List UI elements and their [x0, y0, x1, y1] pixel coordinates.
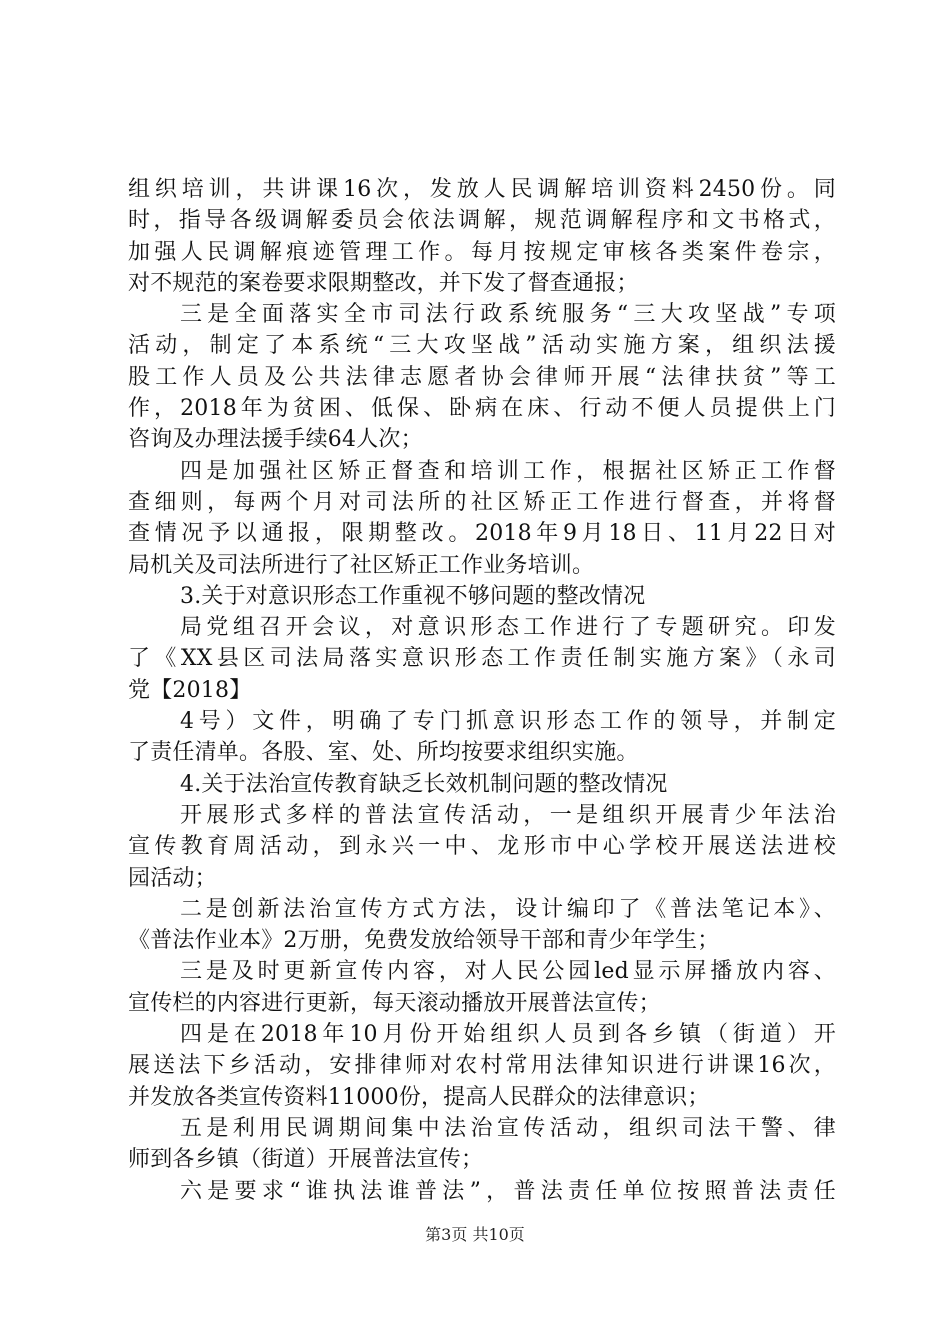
document-body — [128, 174, 836, 1207]
text-line: 宣传教育周活动，到永兴一中、龙形市中心学校开展送法进校 — [128, 834, 836, 860]
text-line: 开展形式多样的普法宣传活动，一是组织开展青少年法治 — [180, 802, 836, 828]
text-line: 活动，制定了本系统“三大攻坚战”活动实施方案，组织法援 — [128, 333, 836, 359]
text-line: 了《XX县区司法局落实意识形态工作责任制实施方案》（永司 — [128, 646, 836, 672]
text-line: 三是及时更新宣传内容，对人民公园led显示屏播放内容、 — [180, 959, 836, 985]
text-line: 五是利用民调期间集中法治宣传活动，组织司法干警、律 — [180, 1115, 836, 1141]
text-line: 二是创新法治宣传方式方法，设计编印了《普法笔记本》、 — [180, 896, 836, 922]
text-line: 咨询及办理法援手续64人次； — [128, 427, 423, 453]
text-line: 三是全面落实全市司法行政系统服务“三大攻坚战”专项 — [180, 302, 836, 328]
text-line: 组织培训，共讲课16次，发放人民调解培训资料2450份。同 — [128, 177, 836, 202]
text-line: 对不规范的案卷要求限期整改，并下发了督查通报； — [128, 270, 639, 296]
text-line: 4号）文件，明确了专门抓意识形态工作的领导，并制定 — [180, 709, 836, 735]
text-line: 《普法作业本》2万册，免费发放给领导干部和青少年学生； — [128, 928, 720, 954]
text-line: 宣传栏的内容进行更新，每天滚动播放开展普法宣传； — [128, 990, 661, 1016]
text-line: 作，2018年为贫困、低保、卧病在床、行动不便人员提供上门 — [128, 396, 836, 422]
text-line: 3.关于对意识形态工作重视不够问题的整改情况 — [180, 583, 646, 609]
text-line: 4.关于法治宣传教育缺乏长效机制问题的整改情况 — [180, 771, 668, 797]
text-line: 并发放各类宣传资料11000份，提高人民群众的法律意识； — [128, 1084, 710, 1110]
text-line: 加强人民调解痕迹管理工作。每月按规定审核各类案件卷宗， — [128, 239, 836, 265]
page-number-footer: 第3页 共10页 — [425, 1225, 525, 1244]
text-line: 园活动； — [128, 865, 217, 891]
text-line: 局机关及司法所进行了社区矫正工作业务培训。 — [128, 552, 595, 578]
text-line: 展送法下乡活动，安排律师对农村常用法律知识进行讲课16次， — [128, 1053, 836, 1079]
text-line: 时，指导各级调解委员会依法调解，规范调解程序和文书格式， — [128, 208, 836, 234]
text-line: 了责任清单。各股、室、处、所均按要求组织实施。 — [128, 740, 639, 766]
text-line: 四是加强社区矫正督查和培训工作，根据社区矫正工作督 — [180, 458, 836, 484]
text-line: 师到各乡镇（街道）开展普法宣传； — [128, 1147, 484, 1173]
text-line: 股工作人员及公共法律志愿者协会律师开展“法律扶贫”等工 — [128, 364, 836, 390]
text-line: 局党组召开会议，对意识形态工作进行了专题研究。印发 — [180, 615, 836, 641]
text-line: 查情况予以通报，限期整改。2018年9月18日、11月22日对 — [128, 521, 836, 547]
text-line: 六是要求“谁执法谁普法”，普法责任单位按照普法责任 — [180, 1178, 836, 1204]
text-line: 党【2018】 — [128, 677, 252, 703]
text-line: 四是在2018年10月份开始组织人员到各乡镇（街道）开 — [180, 1022, 836, 1048]
text-line: 查细则，每两个月对司法所的社区矫正工作进行督查，并将督 — [128, 489, 836, 515]
